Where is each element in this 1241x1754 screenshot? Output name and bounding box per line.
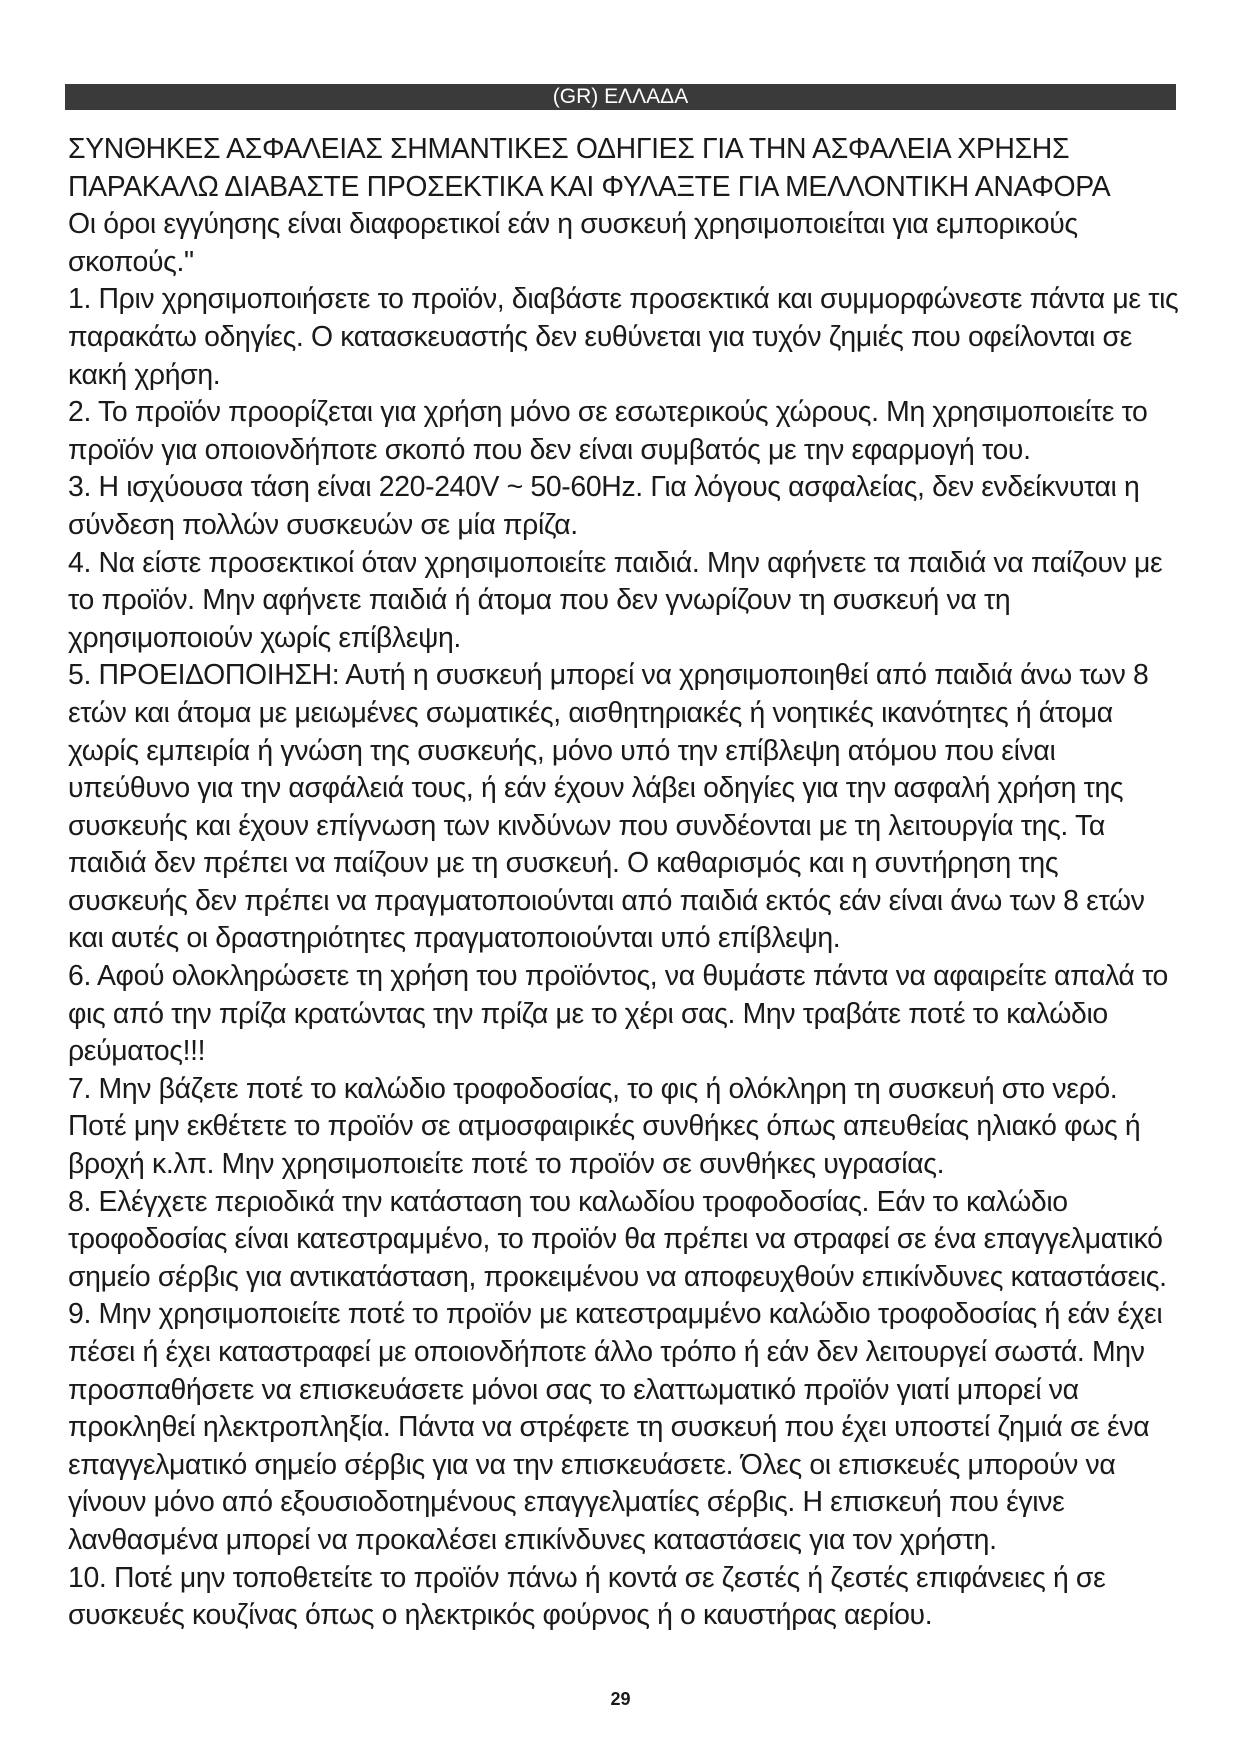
instruction-item-6: 6. Αφού ολοκληρώσετε τη χρήση του προϊόντος, να θυμάστε πάντα να αφαιρείτε απαλά το φις από την πρίζα κρατώντας την πρίζα με το χέρι σας. Μην τραβάτε ποτέ το καλώδιο ρεύματος!!! xyxy=(68,960,1168,1068)
instruction-item-8: 8. Ελέγχετε περιοδικά την κατάσταση του καλωδίου τροφοδοσίας. Εάν το καλώδιο τροφοδοσίας είναι κατεστραμμένο, το προϊόν θα πρέπει να στραφεί σε ένα επαγγελματικό σημείο σέρβις για αντικατάσταση, προκειμένου να αποφευχθούν επικίνδυνες καταστάσεις. xyxy=(68,1185,1167,1293)
instruction-item-1: 1. Πριν χρησιμοποιήσετε το προϊόν, διαβάστε προσεκτικά και συμμορφώνεστε πάντα με τις παρακάτω οδηγίες. Ο κατασκευαστής δεν ευθύνεται για τυχόν ζημιές που οφείλονται σε κακή χρήση. xyxy=(68,283,1179,391)
language-header-bar xyxy=(65,84,1176,110)
page-number: 29 xyxy=(610,1689,631,1709)
instruction-item-10: 10. Ποτέ μην τοποθετείτε το προϊόν πάνω ή κοντά σε ζεστές ή ζεστές επιφάνειες ή σε συσκευές κουζίνας όπως ο ηλεκτρικός φούρνος ή ο καυστήρας αερίου. xyxy=(68,1561,1106,1632)
instruction-item-9: 9. Μην χρησιμοποιείτε ποτέ το προϊόν με κατεστραμμένο καλώδιο τροφοδοσίας ή εάν έχει πέσει ή έχει καταστραφεί με οποιονδήποτε άλλο τρόπο ή εάν δεν λειτουργεί σωστά. Μην προσπαθήσετε να επισκευάσετε μόνοι σας το ελαττωματικό προϊόν γιατί μπορεί να προκληθεί ηλεκτροπληξία. Πάντα να στρέφετε τη συσκευή που έχει υποστεί ζημιά σε ένα επαγγελματικό σημείο σέρβις για να την επισκευάσετε. Όλες οι επισκευές μπορούν να γίνουν μόνο από εξουσιοδοτημένους επαγγελματίες σέρβις. Η επισκευή που έγινε λανθασμένα μπορεί να προκαλέσει επικίνδυνες καταστάσεις για τον χρήστη. xyxy=(68,1298,1163,1556)
instruction-item-4: 4. Να είστε προσεκτικοί όταν χρησιμοποιείτε παιδιά. Μην αφήνετε τα παιδιά να παίζουν με το προϊόν. Μην αφήνετε παιδιά ή άτομα που δεν γνωρίζουν τη συσκευή να τη χρησιμοποιούν χωρίς επίβλεψη. xyxy=(68,546,1163,654)
title-line-2: ΠΑΡΑΚΑΛΩ ΔΙΑΒΑΣΤΕ ΠΡΟΣΕΚΤΙΚΑ ΚΑΙ ΦΥΛΑΞΤΕ ΓΙΑ ΜΕΛΛΟΝΤΙΚΗ ΑΝΑΦΟΡΑ xyxy=(68,170,1111,203)
language-label: (GR) ΕΛΛΑΔΑ xyxy=(552,85,689,108)
safety-instructions xyxy=(68,131,1183,1635)
instruction-item-2: 2. Το προϊόν προορίζεται για χρήση μόνο σε εσωτερικούς χώρους. Μη χρησιμοποιείτε το προϊόν για οποιονδήποτε σκοπό που δεν είναι συμβατός με την εφαρμογή του. xyxy=(68,396,1148,466)
warranty-note: Οι όροι εγγύησης είναι διαφορετικοί εάν η συσκευή χρησιμοποιείται για εμπορικούς σκοπούς." xyxy=(68,208,1078,278)
title-line-1: ΣΥΝΘΗΚΕΣ ΑΣΦΑΛΕΙΑΣ ΣΗΜΑΝΤΙΚΕΣ ΟΔΗΓΙΕΣ ΓΙΑ ΤΗΝ ΑΣΦΑΛΕΙΑ ΧΡΗΣΗΣ xyxy=(68,133,1070,165)
instruction-item-7: 7. Μην βάζετε ποτέ το καλώδιο τροφοδοσίας, το φις ή ολόκληρη τη συσκευή στο νερό. Ποτέ μην εκθέτετε το προϊόν σε ατμοσφαιρικές συνθήκες όπως απευθείας ηλιακό φως ή βροχή κ.λπ. Μην χρησιμοποιείτε ποτέ το προϊόν σε συνθήκες υγρασίας. xyxy=(68,1072,1141,1181)
instruction-item-5: 5. ΠΡΟΕΙΔΟΠΟΙΗΣΗ: Αυτή η συσκευή μπορεί να χρησιμοποιηθεί από παιδιά άνω των 8 ετών και άτομα με μειωμένες σωματικές, αισθητηριακές ή νοητικές ικανότητες ή άτομα χωρίς εμπειρία ή γνώση της συσκευής, μόνο υπό την επίβλεψη ατόμου που είναι υπεύθυνο για την ασφάλειά τους, ή εάν έχουν λάβει οδηγίες για την ασφαλή χρήση της συσκευής και έχουν επίγνωση των κινδύνων που συνδέονται με τη λειτουργία της. Τα παιδιά δεν πρέπει να παίζουν με τη συσκευή. Ο καθαρισμός και η συντήρηση της συσκευής δεν πρέπει να πραγματοποιούνται από παιδιά εκτός εάν είναι άνω των 8 ετών και αυτές οι δραστηριότητες πραγματοποιούνται υπό επίβλεψη. xyxy=(68,659,1149,955)
instruction-item-3: 3. Η ισχύουσα τάση είναι 220-240V ~ 50-60Hz. Για λόγους ασφαλείας, δεν ενδείκνυται η σύνδεση πολλών συσκευών σε μία πρίζα. xyxy=(68,471,1140,541)
